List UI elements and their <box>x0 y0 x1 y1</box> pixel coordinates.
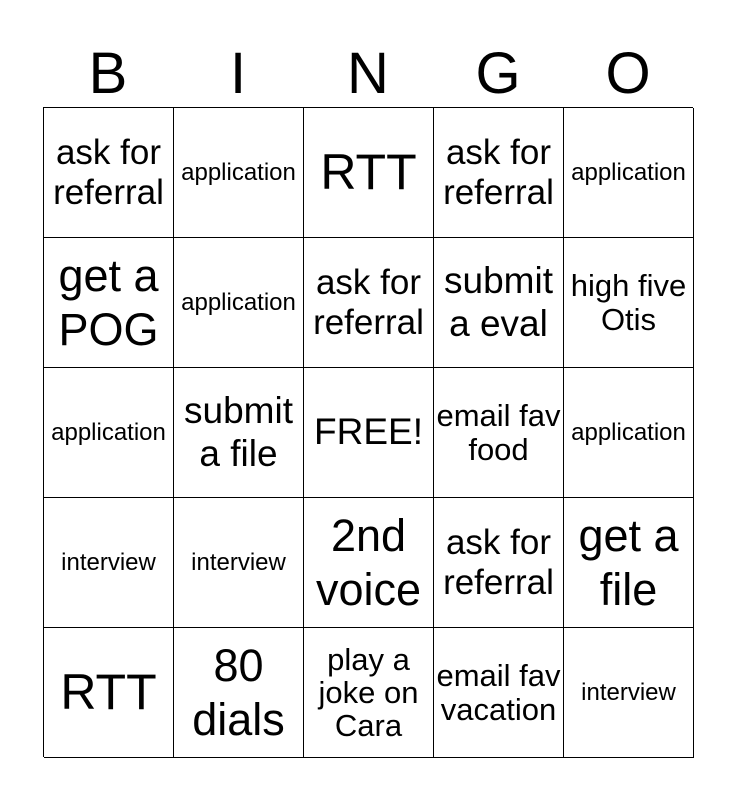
cell-text: application <box>51 418 166 446</box>
cell-text: FREE! <box>314 411 423 453</box>
cell-text: RTT <box>60 664 157 720</box>
cell-text: get a POG <box>58 249 159 355</box>
bingo-cell-r1-c2[interactable] <box>174 108 304 238</box>
cell-text: interview <box>581 678 676 706</box>
bingo-cell-r2-c1[interactable] <box>44 238 174 368</box>
cell-text: high five Otis <box>570 268 687 337</box>
cell-text: ask for referral <box>53 132 164 212</box>
cell-text: ask for referral <box>313 262 424 342</box>
bingo-header <box>43 40 693 108</box>
bingo-cell-r1-c4[interactable] <box>434 108 564 238</box>
bingo-cell-r1-c1[interactable] <box>44 108 174 238</box>
cell-text: email fav vacation <box>436 658 561 727</box>
cell-text: submit a file <box>184 390 293 474</box>
bingo-cell-r1-c5[interactable] <box>564 108 694 238</box>
header-letter-o: O <box>605 41 651 106</box>
bingo-grid <box>43 107 693 757</box>
cell-text: RTT <box>320 144 417 200</box>
cell-text: submit a eval <box>444 260 553 344</box>
bingo-cell-r3-c3[interactable] <box>304 368 434 498</box>
header-letter-g: G <box>475 41 521 106</box>
header-letter-n: N <box>347 41 389 106</box>
bingo-cell-r5-c1[interactable] <box>44 628 174 758</box>
cell-text: get a file <box>578 509 679 615</box>
cell-text: ask for referral <box>443 132 554 212</box>
bingo-cell-r5-c5[interactable] <box>564 628 694 758</box>
bingo-cell-r4-c2[interactable] <box>174 498 304 628</box>
bingo-cell-r4-c5[interactable] <box>564 498 694 628</box>
header-letter-b: B <box>88 41 128 106</box>
bingo-cell-r5-c2[interactable] <box>174 628 304 758</box>
bingo-cell-r2-c2[interactable] <box>174 238 304 368</box>
bingo-cell-r4-c1[interactable] <box>44 498 174 628</box>
bingo-cell-r2-c4[interactable] <box>434 238 564 368</box>
cell-text: 80 dials <box>192 639 285 745</box>
cell-text: email fav food <box>436 398 561 467</box>
bingo-cell-r2-c5[interactable] <box>564 238 694 368</box>
header-letter-i: I <box>229 41 247 106</box>
bingo-cell-r5-c3[interactable] <box>304 628 434 758</box>
cell-text: interview <box>191 548 286 576</box>
bingo-cell-r1-c3[interactable] <box>304 108 434 238</box>
bingo-cell-r3-c2[interactable] <box>174 368 304 498</box>
bingo-cell-r4-c4[interactable] <box>434 498 564 628</box>
cell-text: play a joke on Cara <box>318 641 419 744</box>
bingo-cell-r5-c4[interactable] <box>434 628 564 758</box>
cell-text: interview <box>61 548 156 576</box>
cell-text: ask for referral <box>443 522 554 602</box>
cell-text: application <box>571 418 686 446</box>
bingo-cell-r3-c5[interactable] <box>564 368 694 498</box>
cell-text: 2nd voice <box>315 509 422 615</box>
cell-text: application <box>181 158 296 186</box>
bingo-cell-r3-c4[interactable] <box>434 368 564 498</box>
cell-text: application <box>181 288 296 316</box>
bingo-cell-r4-c3[interactable] <box>304 498 434 628</box>
cell-text: application <box>571 158 686 186</box>
bingo-cell-r3-c1[interactable] <box>44 368 174 498</box>
bingo-cell-r2-c3[interactable] <box>304 238 434 368</box>
